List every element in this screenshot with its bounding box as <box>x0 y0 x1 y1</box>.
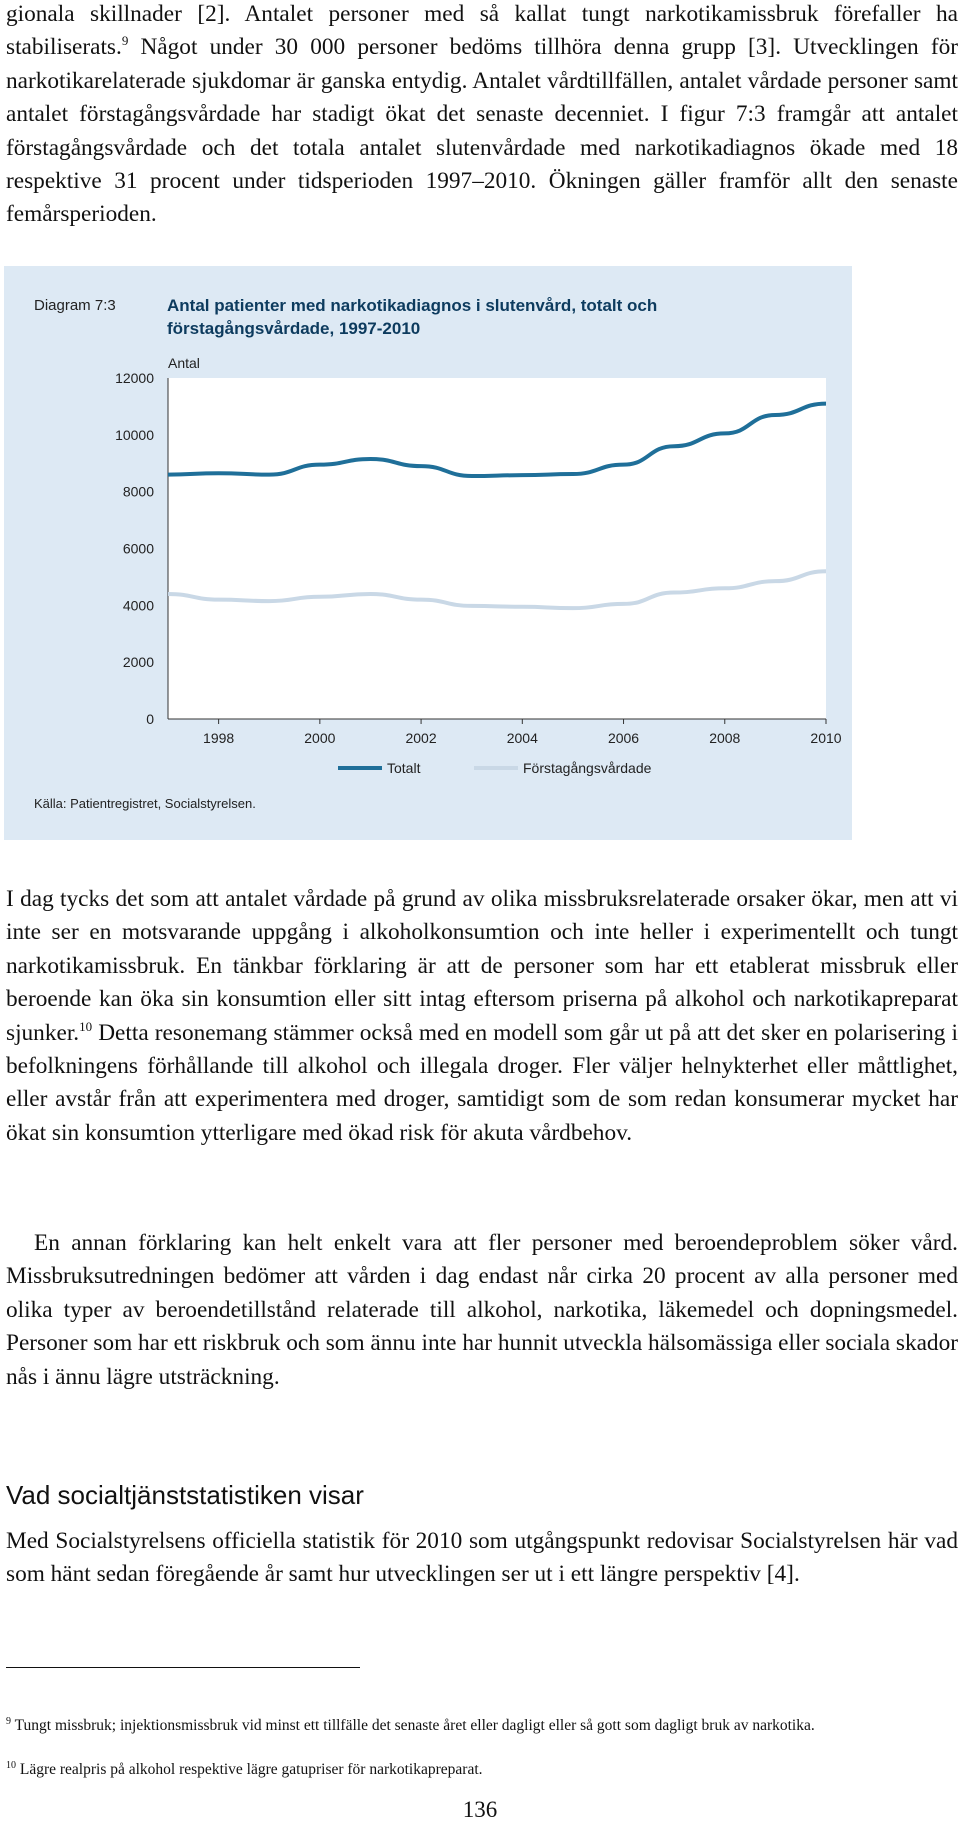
y-tick-label: 6000 <box>122 540 154 557</box>
y-tick-label: 8000 <box>122 483 154 500</box>
y-tick-label: 0 <box>146 711 154 727</box>
line-chart <box>4 266 852 840</box>
y-tick-label: 10000 <box>115 426 154 443</box>
plot-area <box>168 378 826 719</box>
footnote-separator <box>6 1667 360 1668</box>
x-tick-label: 1998 <box>203 730 235 746</box>
chart-source: Källa: Patientregistret, Socialstyrelsen. <box>34 796 256 811</box>
paragraph-1-text-cont: Något under 30 000 personer bedöms tillhöra denna grupp [3]. Utvecklingen för narkotikarelaterade sjukdomar är ganska entydig. Antalet vårdtillfällen, antalet vårdade personer samt antalet förstagångsvårdade har stadigt ökat det senaste decenniet. I figur 7:3 framgår att antalet förstagångsvårdade och det totala antalet slutenvårdade med narkotikadiagnos ökade med 18 respektive 31 procent under tidsperioden 1997–2010. Ökningen gäller framför allt den senaste femårsperioden. <box>6 34 958 228</box>
paragraph-4: Med Socialstyrelsens officiella statistik för 2010 som utgångspunkt redovisar Socialstyrelsen här vad som hänt sedan föregående år samt hur utvecklingen ser ut i ett längre perspektiv [4]. <box>6 1528 958 1588</box>
y-tick-label: 4000 <box>122 597 154 614</box>
chart-title-line2: förstagångsvårdade, 1997-2010 <box>167 319 421 338</box>
y-axis-label: Antal <box>168 355 200 371</box>
paragraph-2-text-cont: Detta resonemang stämmer också med en modell som går ut på att det sker en polarisering i befolkningens förhållande till alkohol och illegala droger. Fler väljer helnykterhet eller måttlighet, eller avstår från att experimentera med droger, samtidigt som de som redan konsumerar mycket har ökat sin konsumtion ytterligare med ökad risk för akuta vårdbehov. <box>6 1019 958 1146</box>
footnote-ref-10[interactable]: 10 <box>79 1018 93 1034</box>
paragraph-3: En annan förklaring kan helt enkelt vara att fler personer med beroendeproblem söker vård. Missbruksutredningen bedömer att vården i dag endast når cirka 20 procent av alla personer med olika typer av beroendetillstånd relaterade till alkohol, narkotika, läkemedel och dopningsmedel. Personer som har ett riskbruk och som ännu inte har hunnit utveckla hälsomässiga eller sociala skador nås i ännu lägre utsträckning. <box>6 1230 958 1390</box>
footnote-9-text: Tungt missbruk; injektionsmissbruk vid minst ett tillfälle det senaste året eller dagligt eller så gott som dagligt bruk av narkotika. <box>14 1717 815 1734</box>
footnote-10-text: Lägre realpris på alkohol respektive lägre gatupriser för narkotikapreparat. <box>19 1761 483 1778</box>
x-tick-label: 2002 <box>405 730 437 746</box>
diagram-7-3 <box>4 266 852 840</box>
footnote-9 <box>6 1716 956 1735</box>
paragraph-2 <box>6 883 958 1150</box>
x-tick-label: 2006 <box>607 730 640 746</box>
section-heading: Vad socialtjänststatistiken visar <box>6 1480 364 1510</box>
legend-label-totalt: Totalt <box>387 760 421 776</box>
paragraph-1-text: gionala skillnader [2]. Antalet personer med så kallat tungt narkotikamissbruk förefaller ha stabiliserats. <box>6 1 958 61</box>
chart-title-line1: Antal patienter med narkotikadiagnos i slutenvård, totalt och <box>167 296 658 315</box>
y-tick-label: 12000 <box>115 370 154 386</box>
footnote-10-number: 10 <box>6 1760 16 1771</box>
legend-label-forstagangsvardade: Förstagångsvårdade <box>523 760 652 776</box>
footnote-10 <box>6 1760 956 1779</box>
diagram-label: Diagram 7:3 <box>34 297 116 314</box>
paragraph-1 <box>6 0 958 232</box>
x-tick-label: 2000 <box>304 730 336 746</box>
footnote-ref-9[interactable]: 9 <box>121 33 129 49</box>
x-tick-label: 2008 <box>709 730 741 746</box>
footnote-9-number: 9 <box>6 1716 11 1727</box>
x-tick-label: 2010 <box>810 730 842 746</box>
paragraph-2-text: I dag tycks det som att antalet vårdade på grund av olika missbruksrelaterade orsaker ökar, men att vi inte ser en motsvarande uppgång i alkoholkonsumtion och inte heller i experimentellt och tungt narkotikamissbruk. En tänkbar förklaring är att de personer som har ett etablerat missbruk eller beroende kan öka sin konsumtion eller sitt intag eftersom priserna på alkohol och narkotikapreparat sjunker. <box>6 886 958 1046</box>
page-number: 136 <box>462 1797 498 1822</box>
y-tick-label: 2000 <box>122 654 154 671</box>
x-tick-label: 2004 <box>506 730 538 746</box>
